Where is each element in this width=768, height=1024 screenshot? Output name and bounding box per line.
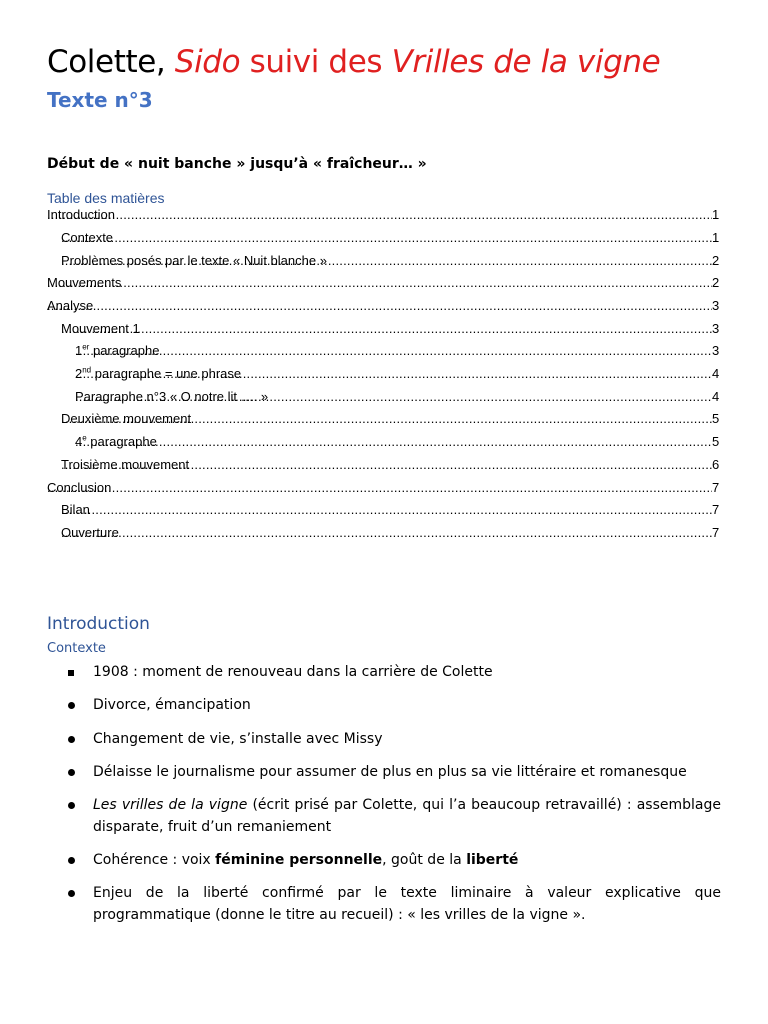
title-author: Colette, [47, 44, 175, 80]
list-item: Changement de vie, s’installe avec Missy [93, 731, 383, 747]
list-item: Délaisse le journalisme pour assumer de plus en plus sa vie littéraire et romanesque [93, 764, 687, 780]
section-heading-introduction: Introduction [47, 614, 150, 634]
list-item: Divorce, émancipation [93, 697, 251, 713]
toc-leader [61, 410, 712, 428]
toc-leader [61, 456, 712, 474]
toc-entry-label: Ouverture [61, 525, 119, 540]
toc-entry-label: Paragraphe n°3 « O notre lit …. » [75, 389, 269, 404]
toc-leader [75, 365, 712, 383]
toc-entry-label: Contexte [61, 230, 114, 245]
toc-leader [75, 388, 712, 406]
toc-entry-label: Conclusion [47, 480, 112, 495]
toc-entry-page: 3 [712, 320, 724, 338]
toc-entry-page: 5 [712, 410, 724, 428]
toc-entry[interactable] [0, 342, 768, 360]
toc-leader [61, 501, 712, 519]
toc-leader [61, 524, 712, 542]
toc-entry-label: Bilan [61, 502, 90, 517]
toc-entry-label: Deuxième mouvement [61, 411, 192, 426]
toc-entry[interactable] [0, 365, 768, 383]
title-work-sido: Sido [174, 44, 241, 80]
toc-entry-page: 7 [712, 479, 724, 497]
toc-entry-page: 3 [712, 297, 724, 315]
toc-entry[interactable] [0, 252, 768, 270]
toc-entry-label: Mouvements [47, 275, 122, 290]
toc-entry-page: 4 [712, 388, 724, 406]
bullet-dot-icon [68, 732, 92, 746]
toc-leader [47, 206, 712, 224]
toc-entry-page: 1 [712, 206, 724, 224]
document-title [47, 44, 660, 80]
list-item: 1908 : moment de renouveau dans la carrière de Colette [93, 664, 493, 680]
toc-entry-page: 7 [712, 524, 724, 542]
toc-entry-label: Analyse [47, 298, 94, 313]
toc-leader [61, 252, 712, 270]
subsection-heading-contexte: Contexte [47, 641, 106, 656]
toc-leader [75, 433, 712, 451]
toc-entry-label: 2nd paragraphe = une phrase [75, 365, 242, 381]
toc-title: Table des matières [47, 190, 165, 206]
toc-entry-page: 7 [712, 501, 724, 519]
bullet-dot-icon [68, 765, 92, 779]
toc-entry-page: 6 [712, 456, 724, 474]
document-subtitle: Texte n°3 [47, 88, 153, 112]
title-work-vrilles: Vrilles de la vigne [391, 44, 661, 80]
bullet-dot-icon [68, 798, 92, 812]
toc-entry[interactable] [0, 229, 768, 247]
bullet-dot-icon [68, 698, 92, 712]
title-connector: suivi des [240, 44, 392, 80]
list-item: Enjeu de la liberté confirmé par le texte liminaire à valeur explicative que programmatique (donne le titre au recueil) : « les vrilles de la vigne ». [93, 885, 721, 923]
list-item: Les vrilles de la vigne (écrit prisé par Colette, qui l’a beaucoup retravaillé) : assemblage disparate, fruit d’un remaniement [93, 797, 721, 835]
toc-entry-page: 4 [712, 365, 724, 383]
toc-leader [47, 479, 712, 497]
toc-leader [61, 229, 712, 247]
bullet-dot-icon [68, 853, 92, 867]
toc-entry-label: Problèmes posés par le texte « Nuit blanche » [61, 253, 327, 268]
toc-entry[interactable] [0, 501, 768, 519]
bullet-dot-icon [68, 886, 92, 900]
toc-leader [47, 274, 712, 292]
square-bullet-icon [68, 665, 92, 679]
toc-leader [75, 342, 712, 360]
toc-entry[interactable] [0, 206, 768, 224]
toc-entry-label: Introduction [47, 207, 115, 222]
toc-leader [47, 297, 712, 315]
toc-entry-page: 2 [712, 252, 724, 270]
toc-entry[interactable] [0, 479, 768, 497]
toc-leader [61, 320, 712, 338]
toc-entry[interactable] [0, 320, 768, 338]
toc-entry[interactable] [0, 388, 768, 406]
toc-entry[interactable] [0, 297, 768, 315]
extract-heading: Début de « nuit banche » jusqu’à « fraîcheur… » [47, 156, 427, 172]
toc-entry-page: 3 [712, 342, 724, 360]
list-item: Cohérence : voix féminine personnelle, goût de la liberté [93, 852, 519, 868]
toc-entry-label: Troisième mouvement [61, 457, 190, 472]
toc-entry[interactable] [0, 456, 768, 474]
toc-entry-label: 1er paragraphe [75, 342, 160, 358]
toc-entry-page: 2 [712, 274, 724, 292]
toc-entry[interactable] [0, 274, 768, 292]
toc-entry[interactable] [0, 410, 768, 428]
toc-entry[interactable] [0, 524, 768, 542]
toc-entry-page: 1 [712, 229, 724, 247]
toc-entry-label: 4e paragraphe [75, 433, 157, 449]
toc-entry-page: 5 [712, 433, 724, 451]
toc-entry[interactable] [0, 433, 768, 451]
toc-entry-label: Mouvement 1 [61, 321, 140, 336]
